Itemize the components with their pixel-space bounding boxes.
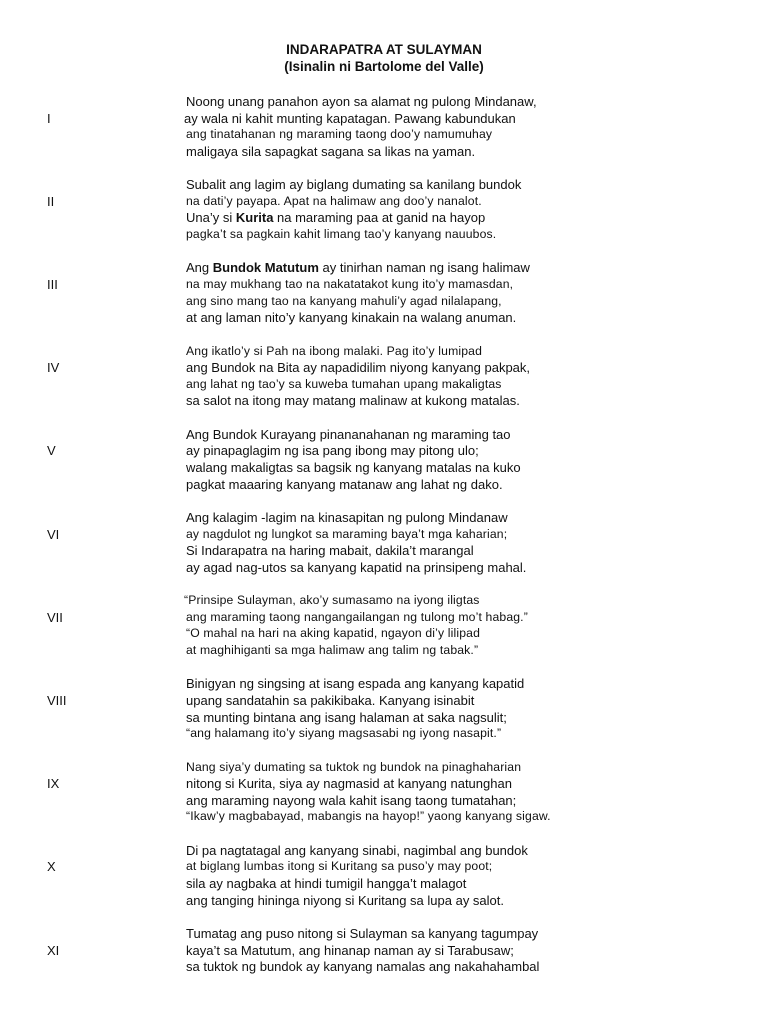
verse-line: Noong unang panahon ayon sa alamat ng pulong Mindanaw, bbox=[186, 94, 537, 109]
verse-line: ang sino mang tao na kanyang mahuli’y agad nilalapang, bbox=[186, 293, 502, 308]
emphasized-name: Bundok Matutum bbox=[212, 260, 319, 276]
verse-line: “Ikaw’y magbabayad, mabangis na hayop!” yaong kanyang sigaw. bbox=[186, 809, 551, 824]
verse-line: ay nagdulot ng lungkot sa maraming baya’t mga kaharian; bbox=[186, 526, 508, 541]
verse-line: sa munting bintana ang isang halaman at saka nagsulit; bbox=[186, 709, 507, 725]
verse-line: Ang Bundok Kurayang pinananahanan ng maraming tao bbox=[186, 426, 511, 442]
verse-text: ay tinirhan naman ng isang halimaw bbox=[318, 260, 530, 276]
stanza-numeral: II bbox=[47, 193, 55, 209]
verse-line bbox=[186, 259, 530, 276]
verse-line: upang sandatahin sa pakikibaka. Kanyang isinabit bbox=[186, 692, 475, 708]
verse-line: ang tinatahanan ng maraming taong doo’y namumuhay bbox=[186, 127, 493, 142]
poem-subtitle: (Isinalin ni Bartolome del Valle) bbox=[284, 59, 484, 74]
verse-line: ang maraming nayong wala kahit isang taong tumatahan; bbox=[186, 792, 517, 808]
verse-line: Ang ikatlo’y si Pah na ibong malaki. Pag ito’y lumipad bbox=[186, 343, 483, 358]
verse-line: at maghihiganti sa mga halimaw ang talim ng tabak.” bbox=[186, 642, 479, 657]
verse-line: Binigyan ng singsing at isang espada ang kanyang kapatid bbox=[186, 676, 525, 692]
verse-line bbox=[186, 209, 485, 226]
verse-line: ang tanging hininga niyong si Kuritang sa lupa ay salot. bbox=[186, 892, 504, 908]
stanza-numeral: V bbox=[47, 443, 56, 459]
stanza-numeral: III bbox=[47, 276, 58, 292]
verse-line: “O mahal na hari na aking kapatid, ngayon di’y lilipad bbox=[186, 626, 481, 641]
verse-line: ang maraming taong nangangailangan ng tulong mo’t habag.” bbox=[186, 609, 528, 624]
verse-line: at biglang lumbas itong si Kuritang sa puso’y may poot; bbox=[186, 859, 493, 874]
verse-line: nitong si Kurita, siya ay nagmasid at kanyang natunghan bbox=[186, 776, 512, 792]
stanza-numeral: IX bbox=[47, 776, 60, 792]
poem-title: INDARAPATRA AT SULAYMAN bbox=[286, 42, 482, 57]
verse-line: Nang siya’y dumating sa tuktok ng bundok na pinaghaharian bbox=[186, 759, 522, 774]
stanza-numeral: VIII bbox=[47, 692, 67, 708]
verse-line: at ang laman nito’y kanyang kinakain na walang anuman. bbox=[186, 310, 517, 326]
stanza-numeral: VI bbox=[47, 526, 60, 542]
verse-line: kaya’t sa Matutum, ang hinanap naman ay si Tarabusaw; bbox=[186, 942, 514, 958]
verse-text: na maraming paa at ganid na hayop bbox=[273, 210, 486, 226]
verse-line: sa tuktok ng bundok ay kanyang namalas ang nakahahambal bbox=[186, 959, 540, 975]
stanza-numeral: XI bbox=[47, 942, 60, 958]
verse-line: ang lahat ng tao’y sa kuweba tumahan upang makaligtas bbox=[186, 376, 502, 391]
verse-line: Subalit ang lagim ay biglang dumating sa kanilang bundok bbox=[186, 177, 522, 193]
verse-line: Tumatag ang puso nitong si Sulayman sa kanyang tagumpay bbox=[186, 926, 539, 941]
emphasized-name: Kurita bbox=[235, 210, 274, 226]
verse-line: ay agad nag-utos sa kanyang kapatid na prinsipeng mahal. bbox=[186, 559, 527, 575]
verse-line: “ang halamang ito’y siyang magsasabi ng iyong nasapit.” bbox=[186, 726, 502, 741]
verse-text: Ang bbox=[186, 260, 213, 276]
verse-line: sila ay nagbaka at hindi tumigil hangga’t malagot bbox=[186, 875, 467, 891]
verse-line: Ang kalagim -lagim na kinasapitan ng pulong Mindanaw bbox=[186, 510, 508, 525]
stanza-numeral: VII bbox=[47, 609, 63, 625]
verse-line: maligaya sila sapagkat sagana sa likas na yaman. bbox=[186, 143, 476, 159]
verse-line: ang Bundok na Bita ay napadidilim niyong kanyang pakpak, bbox=[186, 360, 531, 376]
verse-line: ay wala ni kahit munting kapatagan. Pawang kabundukan bbox=[184, 110, 516, 126]
verse-line: ay pinapaglagim ng isa pang ibong may pitong ulo; bbox=[186, 443, 479, 459]
verse-line: na may mukhang tao na nakatatakot kung ito’y mamasdan, bbox=[186, 276, 514, 291]
verse-line: “Prinsipe Sulayman, ako’y sumasamo na iyong iligtas bbox=[184, 593, 480, 608]
stanza-numeral: I bbox=[47, 110, 51, 126]
verse-line: na dati’y payapa. Apat na halimaw ang doo’y nanalot. bbox=[186, 193, 482, 208]
verse-line: Di pa nagtatagal ang kanyang sinabi, nagimbal ang bundok bbox=[186, 842, 528, 858]
verse-line: sa salot na itong may matang malinaw at kukong matalas. bbox=[186, 393, 520, 409]
verse-line: Si Indarapatra na haring mabait, dakila’t marangal bbox=[186, 543, 474, 559]
verse-line: walang makaligtas sa bagsik ng kanyang matalas na kuko bbox=[186, 459, 521, 475]
verse-line: pagka’t sa pagkain kahit limang tao’y kanyang nauubos. bbox=[186, 226, 497, 241]
stanza-numeral: IV bbox=[47, 360, 60, 376]
verse-text: Una’y si bbox=[186, 210, 236, 226]
stanza-numeral: X bbox=[47, 859, 56, 875]
verse-line: pagkat maaaring kanyang matanaw ang lahat ng dako. bbox=[186, 476, 503, 492]
